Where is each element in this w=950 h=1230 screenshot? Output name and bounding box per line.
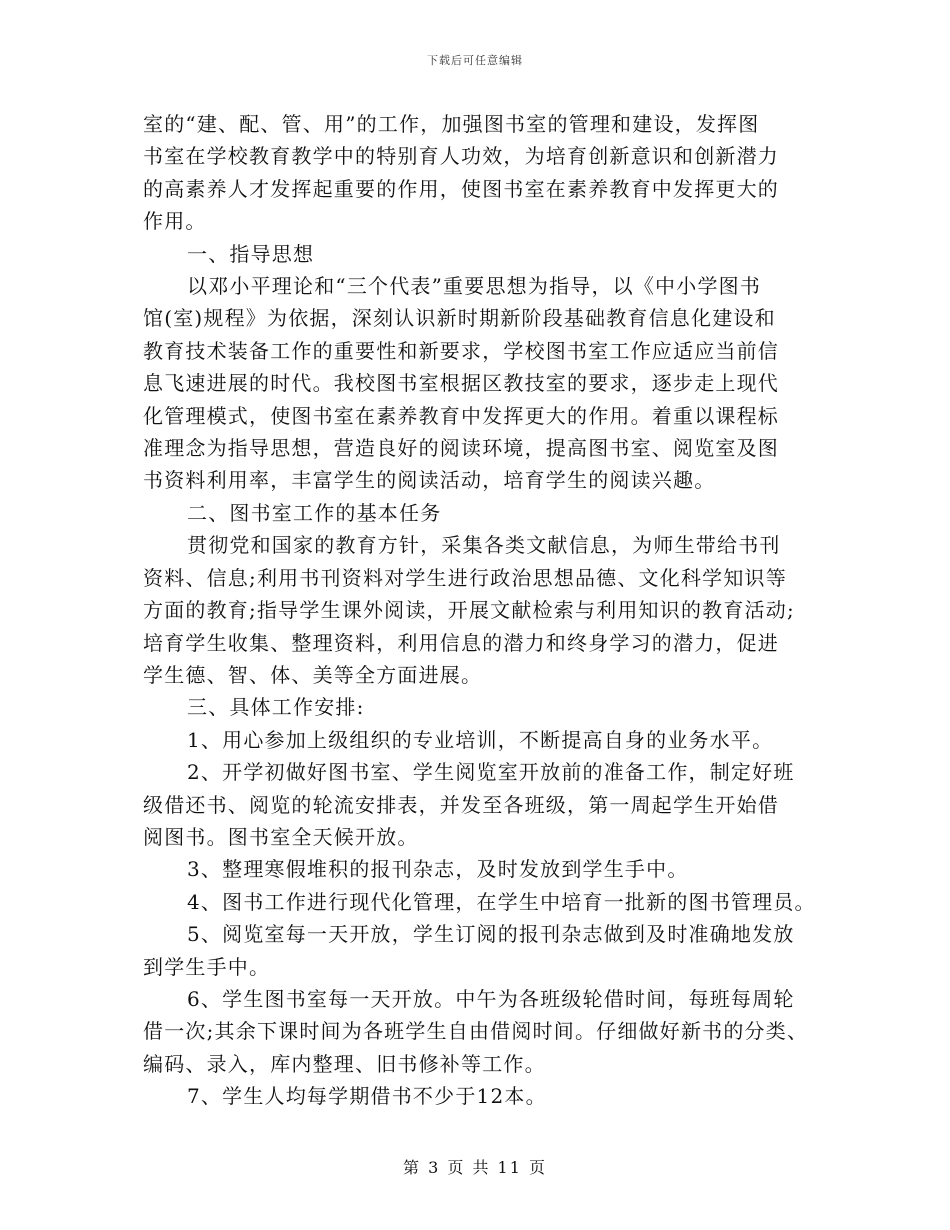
section-heading-guiding-ideology: 一、指导思想	[187, 241, 315, 266]
list-item-1: 1、用心参加上级组织的专业培训，不断提高自身的业务水平。	[187, 727, 774, 752]
section-heading-work-arrangements: 三、具体工作安排:	[187, 695, 365, 720]
list-item-4: 4、图书工作进行现代化管理，在学生中培育一批新的图书管理员。	[187, 889, 816, 914]
list-item-2: 2、开学初做好图书室、学生阅览室开放前的准备工作，制定好班 级借还书、阅览的轮流安排表，并发至各班级，第一周起学生开始借 阅图书。图书室全天候开放。	[143, 760, 795, 849]
page-footer: 第 3 页 共 11 页	[403, 1158, 547, 1177]
list-item-5: 5、阅览室每一天开放，学生订阅的报刊杂志做到及时准确地发放 到学生手中。	[143, 922, 795, 979]
paragraph-basic-tasks: 贯彻党和国家的教育方针，采集各类文献信息，为师生带给书刊 资料、信息;利用书刊资料对学生进行政治思想品德、文化科学知识等 方面的教育;指导学生课外阅读，开展文献检索与利用知识的教育活动; 培育学生收集、整理资料，利用信息的潜力和终身学习的潜力，促进 学生德、智、体、美等全方面进展。	[143, 533, 795, 687]
list-item-6: 6、学生图书室每一天开放。中午为各班级轮借时间，每班每周轮 借一次;其余下课时间为各班学生自由借阅时间。仔细做好新书的分类、 编码、录入，库内整理、旧书修补等工作。	[143, 986, 809, 1076]
list-item-7: 7、学生人均每学期借书不少于12本。	[187, 1084, 547, 1109]
list-item-3: 3、整理寒假堆积的报刊杂志，及时发放到学生手中。	[187, 857, 689, 882]
paragraph-continuation: 室的“建、配、管、用”的工作，加强图书室的管理和建设，发挥图 书室在学校教育教学中的特别育人功效，为培育创新意识和创新潜力 的高素养人才发挥起重要的作用，使图书室在素养教育中发挥更大的 作用。	[143, 112, 779, 234]
document-body	[143, 108, 823, 1113]
section-heading-basic-tasks: 二、图书室工作的基本任务	[187, 500, 442, 525]
paragraph-guiding-ideology: 以邓小平理论和“三个代表”重要思想为指导，以《中小学图书 馆(室)规程》为依据，深刻认识新时期新阶段基础教育信息化建设和 教育技术装备工作的重要性和新要求，学校图书室工作应适应当前信 息飞速进展的时代。我校图书室根据区教技室的要求，逐步走上现代 化管理模式，使图书室在素养教育中发挥更大的作用。着重以课程标 准理念为指导思想，营造良好的阅读环境，提高图书室、阅览室及图 书资料利用率，丰富学生的阅读活动，培育学生的阅读兴趣。	[143, 274, 779, 493]
page-header: 下载后可任意编辑	[427, 54, 523, 67]
